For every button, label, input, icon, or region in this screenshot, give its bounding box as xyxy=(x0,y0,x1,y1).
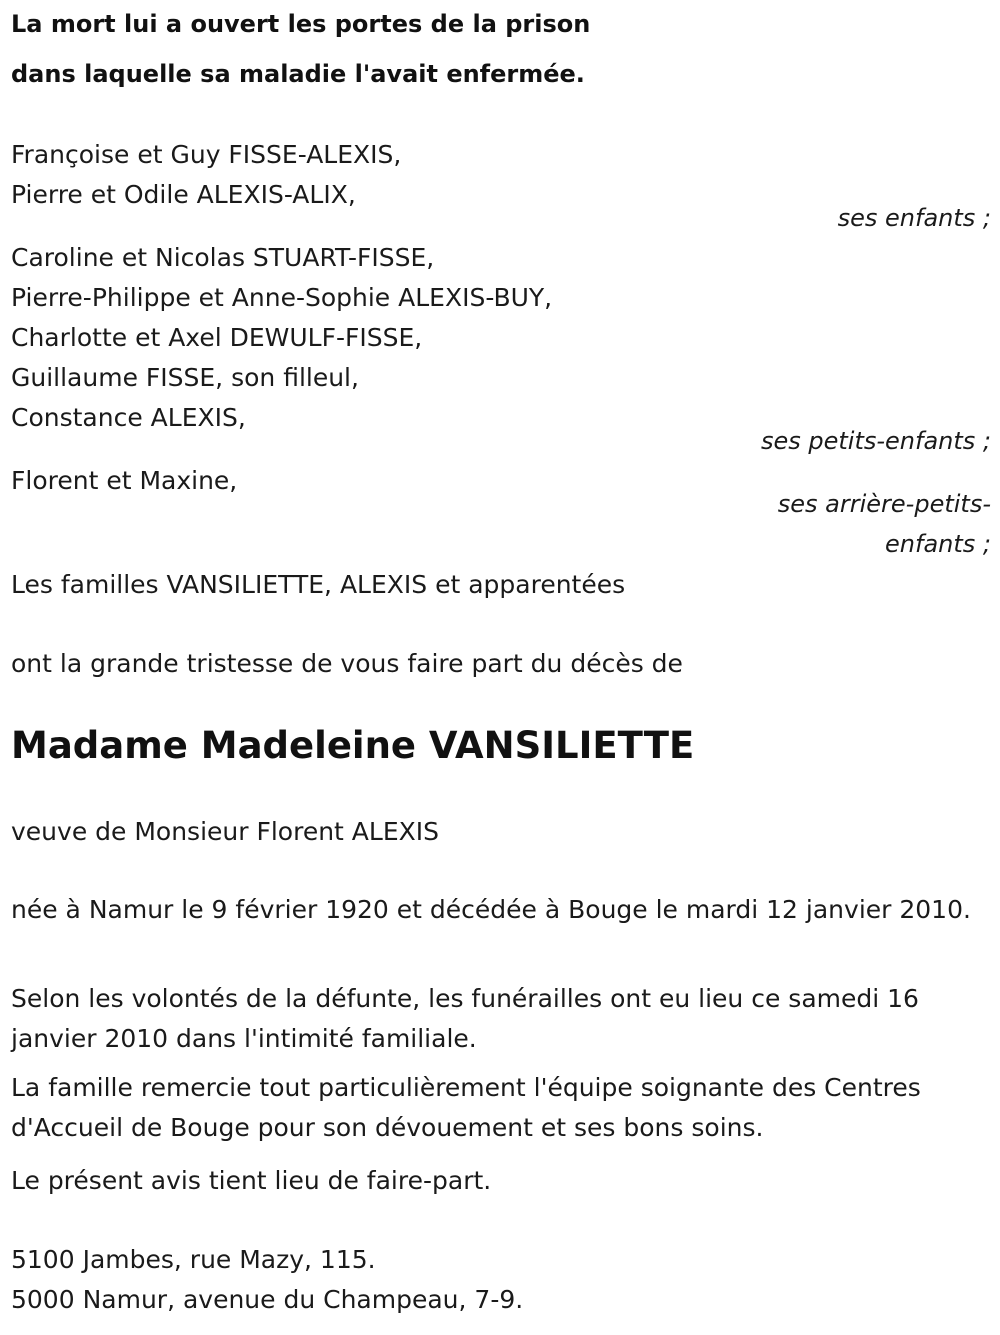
announcement-line: ont la grande tristesse de vous faire part du décès de xyxy=(11,649,683,678)
grandchild-name: Constance ALEXIS, xyxy=(11,403,246,432)
epigraph-line-2: dans laquelle sa maladie l'avait enfermée. xyxy=(11,60,585,88)
grandchild-name: Guillaume FISSE, son filleul, xyxy=(11,363,359,392)
address-line: 5000 Namur, avenue du Champeau, 7-9. xyxy=(11,1285,524,1314)
funeral-paragraph: Selon les volontés de la défunte, les funérailles ont eu lieu ce samedi 16 janvier 2010 dans l'intimité familiale. xyxy=(11,984,919,1053)
grandchildren-relation: ses petits-enfants ; xyxy=(760,427,991,455)
great-grandchildren-relation-line-2: enfants ; xyxy=(885,530,991,558)
grandchild-name: Caroline et Nicolas STUART-FISSE, xyxy=(11,243,435,272)
deceased-name: Madame Madeleine VANSILIETTE xyxy=(11,724,695,767)
children-name: Pierre et Odile ALEXIS-ALIX, xyxy=(11,180,356,209)
notice-line: Le présent avis tient lieu de faire-part. xyxy=(11,1166,492,1195)
great-grandchildren-relation-line-1: ses arrière-petits- xyxy=(777,490,991,518)
great-grandchild-name: Florent et Maxine, xyxy=(11,466,238,495)
widow-of-line: veuve de Monsieur Florent ALEXIS xyxy=(11,817,439,846)
epigraph-line-1: La mort lui a ouvert les portes de la prison xyxy=(11,10,591,38)
grandchild-name: Charlotte et Axel DEWULF-FISSE, xyxy=(11,323,423,352)
children-relation: ses enfants ; xyxy=(837,204,991,232)
families-line: Les familles VANSILIETTE, ALEXIS et apparentées xyxy=(11,570,626,599)
children-name: Françoise et Guy FISSE-ALEXIS, xyxy=(11,140,402,169)
birth-death-paragraph: née à Namur le 9 février 1920 et décédée à Bouge le mardi 12 janvier 2010. xyxy=(11,895,971,924)
grandchild-name: Pierre-Philippe et Anne-Sophie ALEXIS-BUY, xyxy=(11,283,553,312)
thanks-paragraph: La famille remercie tout particulièrement l'équipe soignante des Centres d'Accueil de Bouge pour son dévouement et ses bons soins. xyxy=(11,1073,921,1142)
address-line: 5100 Jambes, rue Mazy, 115. xyxy=(11,1245,376,1274)
